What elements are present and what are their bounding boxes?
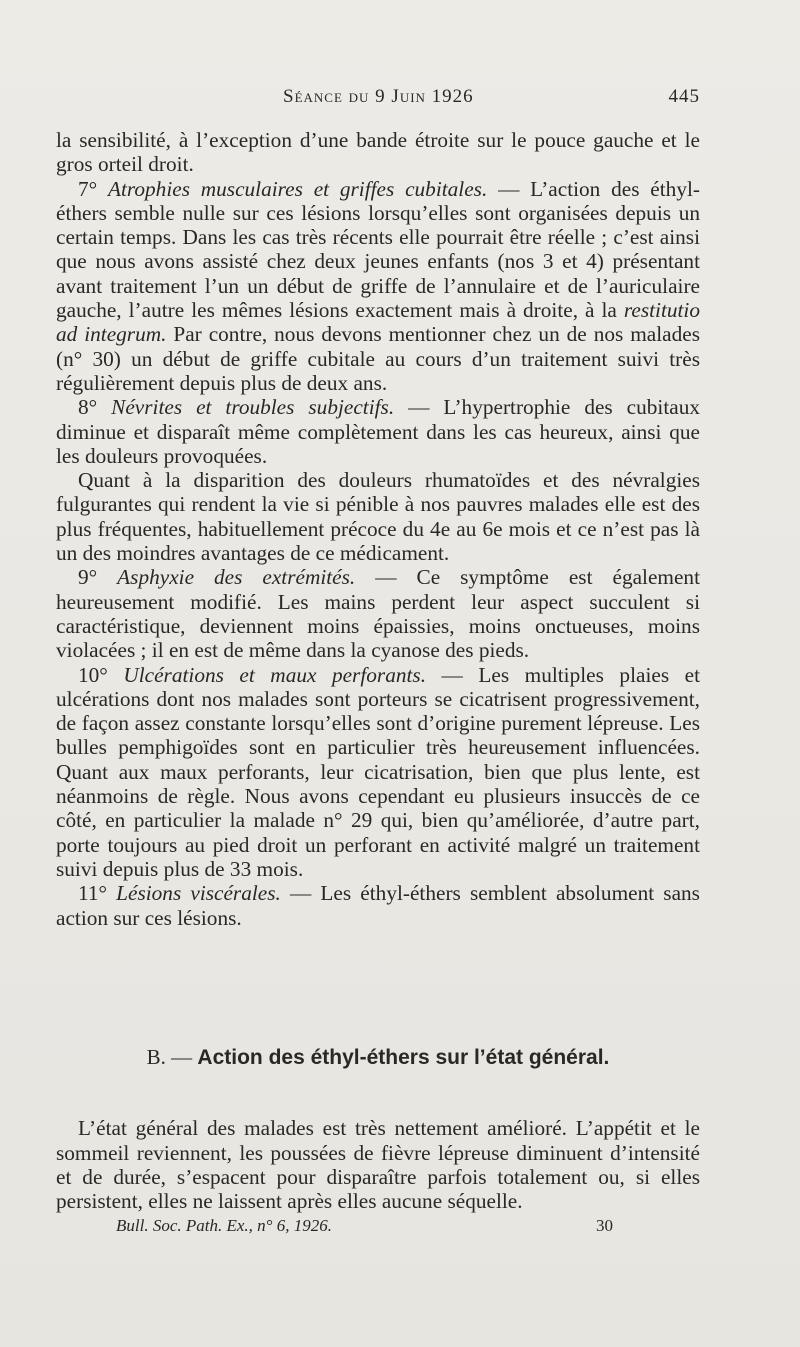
- section-body: [56, 1095, 700, 1235]
- section-heading: [56, 1045, 700, 1070]
- paragraph-etat-general: L’état général des malades est très nettement amélioré. L’appétit et le sommeil reviennent, les poussées de fièvre lépreuse diminuent d’intensité et de durée, s’espacent pour disparaître parfois totalement ou, si elles persistent, elles ne laissent après elles aucune séquelle.: [56, 1116, 700, 1214]
- page-number: 445: [668, 86, 700, 107]
- item-number: 10°: [78, 662, 124, 687]
- header-title: Séance du 9 Juin 1926: [283, 86, 474, 107]
- item-text-continued: Par contre, nous devons mentionner chez un de nos malades (n° 30) un début de griffe cubitale au cours d’un traitement suivi très régulièrement depuis plus de deux ans.: [56, 322, 700, 395]
- signature-number: 30: [596, 1216, 613, 1235]
- item-number: 7°: [78, 176, 108, 201]
- paragraph-ulcerations: [56, 663, 700, 882]
- paragraph-atrophies: [56, 177, 700, 396]
- paragraph-asphyxie: [56, 565, 700, 662]
- item-number: 9°: [78, 565, 118, 590]
- item-title: Ulcérations et maux perforants.: [123, 662, 427, 687]
- paragraph-nevrites: [56, 395, 700, 468]
- item-title: Asphyxie des extrémités.: [117, 565, 356, 590]
- paragraph: la sensibilité, à l’exception d’une bande étroite sur le pouce gauche et le gros orteil droit.: [56, 128, 700, 177]
- item-title: Atrophies musculaires et griffes cubitales.: [107, 176, 488, 201]
- item-text: — Les multiples plaies et ulcérations dont nos malades sont porteurs se cicatrisent progressivement, de façon assez constante lorsqu’elles sont d’origine purement lépreuse. Les bulles pemphigoïdes sont en particulier très heureusement influencées. Quant aux maux perforants, leur cicatrisation, bien que plus lente, est néanmoins de règle. Nous avons cependant eu plusieurs insuccès de ce côté, en particulier la malade n° 29 qui, bien qu’améliorée, d’autre part, porte toujours au pied droit un perforant en activité malgré un traitement suivi depuis plus de 33 mois.: [56, 662, 700, 881]
- item-text: — Les éthyl-éthers semblent absolument sans action sur ces lésions.: [56, 881, 700, 930]
- item-number: 8°: [78, 395, 112, 420]
- running-header: [56, 86, 700, 116]
- main-body: [56, 128, 700, 930]
- section-title: Action des éthyl-éthers sur l’état général.: [197, 1046, 610, 1069]
- item-text: — L’hypertrophie des cubitaux diminue et disparaît même complètement dans les cas heureux, ainsi que les douleurs provoquées.: [56, 395, 701, 468]
- item-title: Névrites et troubles subjectifs.: [111, 395, 395, 420]
- item-title: Lésions viscérales.: [116, 881, 281, 906]
- item-number: 11°: [78, 881, 117, 906]
- paragraph-lesions-viscerales: [56, 881, 700, 930]
- section-label: B. —: [146, 1045, 198, 1069]
- item-text: — Ce symptôme est également heureusement modifié. Les mains perdent leur aspect succulent si caractéristique, deviennent moins épaissies, moins onctueuses, moins violacées ; il en est de même dans la cyanose des pieds.: [56, 565, 700, 663]
- journal-citation: Bull. Soc. Path. Ex., n° 6, 1926.: [116, 1216, 332, 1235]
- latin-phrase: restitutio ad integrum.: [56, 298, 700, 347]
- paragraph-douleurs: Quant à la disparition des douleurs rhumatoïdes et des névralgies fulgurantes qui rendent la vie si pénible à nos pauvres malades elle est des plus fréquentes, habituellement précoce du 4e au 6e mois et ce n’est pas là un des moindres avantages de ce médicament.: [56, 468, 700, 566]
- item-text: — L’action des éthyl-éthers semble nulle sur ces lésions lorsqu’elles sont organisées depuis un certain temps. Dans les cas très récents elle pourrait être réelle ; c’est ainsi que nous avons assisté chez deux jeunes enfants (nos 3 et 4) présentant avant traitement l’un un début de griffe de l’annulaire et de l’auriculaire gauche, l’autre les mêmes lésions exactement mais à droite, à la: [56, 176, 700, 323]
